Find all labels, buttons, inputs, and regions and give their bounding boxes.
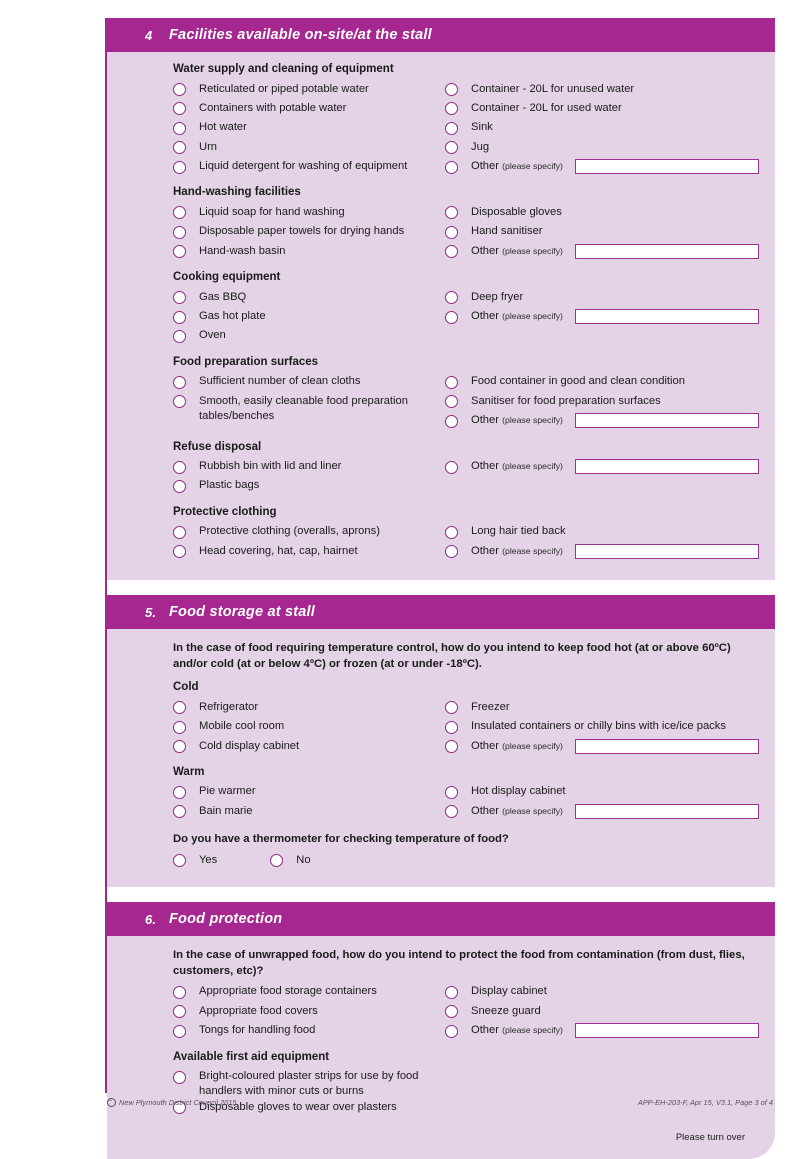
form-section: [107, 18, 775, 580]
option-radio[interactable]: [173, 461, 186, 474]
option-label: Bright-coloured plaster strips for use by food handlers with minor cuts or burns: [199, 1070, 419, 1097]
option-label: Bain marie: [199, 804, 253, 817]
option-group: [173, 680, 759, 757]
option-row[interactable]: [445, 983, 759, 1002]
option-label: Disposable gloves: [471, 205, 562, 218]
group-title: Cooking equipment: [173, 271, 281, 284]
option-label: Gas hot plate: [199, 310, 266, 323]
option-radio[interactable]: [445, 376, 458, 389]
option-radio[interactable]: [173, 83, 186, 96]
option-label: Liquid detergent for washing of equipment: [199, 160, 408, 173]
option-column-right: [445, 783, 759, 822]
option-row[interactable]: [173, 543, 445, 562]
option-column-left: [173, 783, 445, 822]
group-title: Water supply and cleaning of equipment: [173, 63, 394, 75]
option-row[interactable]: [173, 308, 445, 327]
option-column-left: [173, 523, 445, 562]
other-label: Other (please specify): [471, 160, 563, 173]
option-row[interactable]: [445, 1003, 759, 1022]
option-radio[interactable]: [445, 526, 458, 539]
section-header: [107, 595, 775, 629]
option-columns: [173, 204, 759, 262]
option-radio[interactable]: [445, 291, 458, 304]
radio-no[interactable]: [270, 854, 283, 867]
other-specify-input[interactable]: [575, 244, 759, 259]
option-radio[interactable]: [173, 330, 186, 343]
option-row-other[interactable]: [445, 412, 563, 431]
option-row[interactable]: [173, 289, 445, 308]
please-specify-hint: (please specify): [502, 805, 563, 816]
option-label: Sneeze guard: [471, 1004, 541, 1017]
option-column-left: [173, 204, 445, 262]
option-label: Liquid soap for hand washing: [199, 205, 345, 218]
option-label: Urn: [199, 140, 218, 153]
option-label: Sanitiser for food preparation surfaces: [471, 394, 661, 407]
option-row[interactable]: [173, 158, 445, 177]
option-column-right: [445, 204, 759, 262]
option-row[interactable]: [173, 783, 445, 802]
other-specify-input[interactable]: [575, 739, 759, 754]
option-columns: [173, 699, 759, 757]
section-title: Food protection: [169, 911, 283, 928]
option-radio[interactable]: [173, 376, 186, 389]
please-specify-hint: (please specify): [502, 1025, 563, 1036]
option-group: [173, 1050, 759, 1119]
option-row[interactable]: [445, 373, 759, 392]
option-label: Reticulated or piped potable water: [199, 82, 369, 95]
option-radio[interactable]: [173, 245, 186, 258]
please-specify-hint: (please specify): [502, 161, 563, 172]
option-row[interactable]: [173, 223, 445, 242]
option-radio[interactable]: [173, 161, 186, 174]
option-column-left: [173, 373, 445, 423]
option-radio[interactable]: [173, 122, 186, 135]
option-label: Hand-wash basin: [199, 244, 286, 257]
option-label: Appropriate food storage containers: [199, 985, 377, 998]
option-radio[interactable]: [445, 395, 458, 408]
option-row[interactable]: [445, 393, 759, 412]
section-body: [107, 52, 775, 580]
option-row-other[interactable]: [445, 458, 563, 477]
option-label: Pie warmer: [199, 785, 256, 798]
other-specify-input[interactable]: [575, 159, 759, 174]
other-specify-input[interactable]: [575, 413, 759, 428]
option-row[interactable]: [445, 139, 759, 158]
option-radio[interactable]: [173, 395, 186, 408]
other-label: Other (please specify): [471, 414, 563, 427]
option-row[interactable]: [445, 783, 759, 802]
option-radio[interactable]: [173, 1025, 186, 1038]
option-label: Insulated containers or chilly bins with ice/ice packs: [471, 720, 726, 733]
option-column-left: [173, 458, 445, 497]
other-radio[interactable]: [445, 245, 458, 258]
option-radio[interactable]: [173, 291, 186, 304]
option-row[interactable]: [445, 699, 759, 718]
option-row[interactable]: [445, 119, 759, 138]
other-specify-row: [445, 412, 759, 431]
option-radio[interactable]: [445, 701, 458, 714]
option-row-other[interactable]: [445, 308, 563, 327]
option-column-left: [173, 1068, 445, 1118]
option-label: Containers with potable water: [199, 101, 347, 114]
option-group: [173, 270, 759, 347]
option-label: Oven: [199, 329, 226, 342]
option-row[interactable]: [173, 477, 445, 496]
option-label: Hot display cabinet: [471, 785, 566, 798]
form-sections: [107, 18, 775, 1159]
option-column-right: [445, 983, 759, 1041]
option-row[interactable]: [173, 1003, 445, 1022]
option-column-right: [445, 458, 759, 477]
option-row[interactable]: [173, 1022, 445, 1041]
option-row-other[interactable]: [445, 543, 563, 562]
option-label: Container - 20L for used water: [471, 101, 622, 114]
option-group: [173, 440, 759, 497]
option-row[interactable]: [445, 100, 759, 119]
option-label: Mobile cool room: [199, 720, 285, 733]
option-radio[interactable]: [173, 786, 186, 799]
option-label: Disposable gloves to wear over plasters: [199, 1100, 397, 1113]
other-label: Other (please specify): [471, 544, 563, 557]
other-radio[interactable]: [445, 415, 458, 428]
other-specify-input[interactable]: [575, 309, 759, 324]
option-label: Appropriate food covers: [199, 1004, 318, 1017]
section-body: [107, 629, 775, 887]
option-label: Yes: [199, 853, 218, 866]
group-title: Food preparation surfaces: [173, 355, 319, 368]
option-group: [173, 765, 759, 822]
option-radio[interactable]: [173, 226, 186, 239]
group-title: Protective clothing: [173, 505, 277, 518]
option-label: Deep fryer: [471, 290, 524, 303]
option-row[interactable]: [173, 852, 217, 871]
turn-over-note: Please turn over: [675, 1132, 745, 1144]
copyright-notice: [107, 1098, 236, 1107]
option-columns: [173, 783, 759, 822]
option-label: Rubbish bin with lid and liner: [199, 460, 342, 473]
option-group: [173, 62, 759, 177]
option-group: [173, 355, 759, 432]
document-reference: APP-EH-203-F, Apr 15, V3.1, Page 3 of 4: [637, 1098, 773, 1107]
section-title: Facilities available on-site/at the stall: [169, 27, 432, 43]
option-label: Food container in good and clean condition: [471, 375, 685, 388]
other-specify-input[interactable]: [575, 804, 759, 819]
option-radio[interactable]: [445, 102, 458, 115]
option-column-left: [173, 699, 445, 757]
option-radio[interactable]: [445, 226, 458, 239]
option-row[interactable]: [173, 243, 445, 262]
option-label: Disposable paper towels for drying hands: [199, 225, 405, 238]
option-row[interactable]: [173, 100, 445, 119]
option-label: Smooth, easily cleanable food preparation tables/benches: [199, 394, 408, 422]
other-specify-row: [445, 243, 759, 262]
option-column-left: [173, 983, 445, 1041]
option-radio[interactable]: [173, 986, 186, 999]
option-label: Cold display cabinet: [199, 739, 300, 752]
option-label: No: [296, 853, 311, 866]
option-radio[interactable]: [173, 311, 186, 324]
option-radio[interactable]: [173, 740, 186, 753]
other-radio[interactable]: [445, 161, 458, 174]
please-specify-hint: (please specify): [502, 545, 563, 556]
option-row[interactable]: [173, 738, 445, 757]
option-radio[interactable]: [445, 141, 458, 154]
option-column-right: [445, 289, 759, 328]
option-row[interactable]: [445, 81, 759, 100]
option-columns: [173, 983, 759, 1041]
section-number: 4: [145, 27, 153, 43]
other-specify-input[interactable]: [575, 544, 759, 559]
option-column-right: [445, 373, 759, 431]
section-number: 6.: [145, 911, 157, 927]
option-radio[interactable]: [445, 206, 458, 219]
option-label: Gas BBQ: [199, 290, 247, 303]
option-radio[interactable]: [445, 986, 458, 999]
option-columns: [173, 523, 759, 562]
option-radio[interactable]: [173, 1071, 186, 1084]
option-row[interactable]: [173, 204, 445, 223]
option-radio[interactable]: [173, 102, 186, 115]
option-row-other[interactable]: [445, 803, 563, 822]
option-row[interactable]: [270, 852, 310, 871]
option-row[interactable]: [173, 119, 445, 138]
option-row[interactable]: [173, 983, 445, 1002]
other-specify-row: [445, 738, 759, 757]
option-radio[interactable]: [445, 122, 458, 135]
other-specify-input[interactable]: [575, 1023, 759, 1038]
group-title: Cold: [173, 681, 199, 694]
option-row[interactable]: [173, 718, 445, 737]
option-radio[interactable]: [173, 701, 186, 714]
form-section: [107, 902, 775, 1159]
please-specify-hint: (please specify): [502, 245, 563, 256]
other-radio[interactable]: [445, 311, 458, 324]
option-row[interactable]: [173, 523, 445, 542]
section-title: Food storage at stall: [169, 604, 315, 621]
section-number: 5.: [145, 604, 157, 620]
option-label: Display cabinet: [471, 985, 547, 998]
section-intro-text: In the case of unwrapped food, how do you intend to protect the food from contamination (from dust, flies, customers, etc)?: [173, 949, 745, 977]
option-column-left: [173, 289, 445, 347]
option-column-right: [445, 523, 759, 562]
option-radio[interactable]: [173, 721, 186, 734]
option-label: Hot water: [199, 121, 247, 134]
option-row-other[interactable]: [445, 158, 563, 177]
group-title: Hand-washing facilities: [173, 186, 301, 199]
option-group: [173, 983, 759, 1041]
other-radio[interactable]: [445, 461, 458, 474]
other-label: Other (please specify): [471, 244, 563, 257]
section-header: [107, 18, 775, 52]
option-label: Refrigerator: [199, 700, 259, 713]
option-label: Protective clothing (overalls, aprons): [199, 525, 380, 538]
other-specify-row: [445, 1022, 759, 1041]
option-radio[interactable]: [445, 1005, 458, 1018]
copyright-icon: [107, 1098, 116, 1107]
other-specify-row: [445, 158, 759, 177]
option-row[interactable]: [445, 289, 759, 308]
option-row[interactable]: [445, 223, 759, 242]
option-label: Container - 20L for unused water: [471, 82, 635, 95]
other-label: Other (please specify): [471, 804, 563, 817]
yes-no-options: [173, 852, 759, 871]
please-specify-hint: (please specify): [502, 311, 563, 322]
option-radio[interactable]: [173, 480, 186, 493]
other-specify-input[interactable]: [575, 459, 759, 474]
option-label: Jug: [471, 140, 490, 153]
other-label: Other (please specify): [471, 310, 563, 323]
option-column-right: [445, 81, 759, 178]
option-radio[interactable]: [173, 526, 186, 539]
option-radio[interactable]: [173, 206, 186, 219]
option-row[interactable]: [173, 803, 445, 822]
option-row[interactable]: [173, 373, 445, 392]
group-title: Available first aid equipment: [173, 1050, 330, 1063]
option-row[interactable]: [173, 81, 445, 100]
please-specify-hint: (please specify): [502, 740, 563, 751]
option-label: Long hair tied back: [471, 525, 566, 538]
option-row[interactable]: [445, 523, 759, 542]
option-columns: [173, 1068, 759, 1118]
option-row-other[interactable]: [445, 243, 563, 262]
other-radio[interactable]: [445, 545, 458, 558]
option-group: [173, 505, 759, 562]
option-row[interactable]: [173, 1068, 445, 1099]
option-label: Sufficient number of clean cloths: [199, 375, 361, 388]
other-radio[interactable]: [445, 805, 458, 818]
option-radio[interactable]: [173, 545, 186, 558]
option-columns: [173, 458, 759, 497]
option-label: Head covering, hat, cap, hairnet: [199, 544, 358, 557]
option-radio[interactable]: [445, 786, 458, 799]
option-row[interactable]: [445, 204, 759, 223]
option-row[interactable]: [173, 458, 445, 477]
option-columns: [173, 289, 759, 347]
other-label: Other (please specify): [471, 739, 563, 752]
option-radio[interactable]: [445, 83, 458, 96]
other-specify-row: [445, 803, 759, 822]
option-radio[interactable]: [173, 1005, 186, 1018]
section-header: [107, 902, 775, 936]
other-radio[interactable]: [445, 1025, 458, 1038]
other-label: Other (please specify): [471, 460, 563, 473]
please-specify-hint: (please specify): [502, 415, 563, 426]
option-column-left: [173, 81, 445, 178]
option-label: Hand sanitiser: [471, 225, 543, 238]
option-row-other[interactable]: [445, 738, 563, 757]
option-radio[interactable]: [445, 721, 458, 734]
option-label: Tongs for handling food: [199, 1024, 316, 1037]
option-row[interactable]: [445, 718, 759, 737]
section-body: [107, 936, 775, 1159]
option-column-right: [445, 699, 759, 757]
option-row[interactable]: [173, 327, 445, 346]
option-label: Sink: [471, 121, 493, 134]
page-footer: [107, 1098, 773, 1107]
option-columns: [173, 81, 759, 178]
other-specify-row: [445, 543, 759, 562]
option-label: Plastic bags: [199, 479, 260, 492]
form-section: [107, 595, 775, 887]
group-title: Refuse disposal: [173, 440, 262, 453]
option-row-other[interactable]: [445, 1022, 563, 1041]
option-radio[interactable]: [173, 141, 186, 154]
option-row[interactable]: [173, 699, 445, 718]
option-columns: [173, 373, 759, 431]
other-specify-row: [445, 458, 759, 477]
option-label: Freezer: [471, 700, 510, 713]
section-intro-text: In the case of food requiring temperature control, how do you intend to keep food hot (at or above 60ºC) and/or cold (at or below 4ºC) or frozen (at or under -18ºC).: [173, 642, 731, 670]
thermometer-question-text: Do you have a thermometer for checking temperature of food?: [173, 833, 509, 846]
please-specify-hint: (please specify): [502, 461, 563, 472]
other-specify-row: [445, 308, 759, 327]
option-group: [173, 185, 759, 262]
other-radio[interactable]: [445, 740, 458, 753]
option-row[interactable]: [173, 393, 445, 424]
group-title: Warm: [173, 765, 205, 778]
copyright-text: New Plymouth District Council 2015: [119, 1098, 237, 1107]
option-radio[interactable]: [173, 805, 186, 818]
radio-yes[interactable]: [173, 854, 186, 867]
option-row[interactable]: [173, 139, 445, 158]
other-label: Other (please specify): [471, 1024, 563, 1037]
